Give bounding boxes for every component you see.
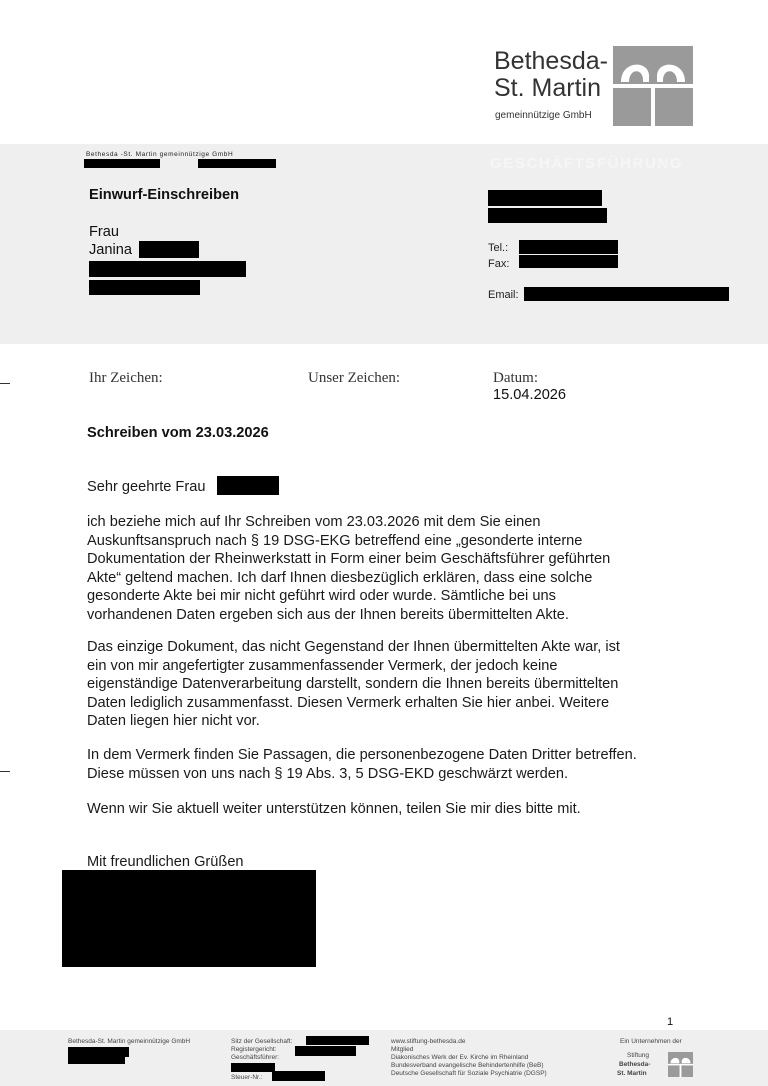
page-number: 1 bbox=[667, 1016, 674, 1028]
letter-subject: Schreiben vom 23.03.2026 bbox=[87, 425, 269, 441]
footer-stiftung-line2: Bethesda- bbox=[619, 1061, 651, 1068]
footer-member-3: Deutsche Gesellschaft für Soziale Psychiatrie (DGSP) bbox=[391, 1070, 547, 1077]
delivery-type: Einwurf-Einschreiben bbox=[89, 187, 240, 203]
redaction bbox=[272, 1071, 325, 1081]
footer-gf: Geschäftsführer: bbox=[231, 1054, 280, 1061]
redaction bbox=[89, 261, 246, 277]
letter-paragraph-3: In dem Vermerk finden Sie Passagen, die personenbezogene Daten Dritter betreffen. Diese müssen von uns nach § 19 Abs. 3, 5 DSG-EKD geschwärzt werden. bbox=[87, 747, 637, 782]
sender-return-line: Bethesda -St. Martin gemeinnützige GmbH bbox=[86, 151, 234, 158]
footer-register: Registergericht: bbox=[231, 1046, 277, 1053]
ihr-zeichen-label: Ihr Zeichen: bbox=[89, 370, 163, 386]
letter-paragraph-4: Wenn wir Sie aktuell weiter unterstützen können, teilen Sie mir dies bitte mit. bbox=[87, 801, 581, 817]
signature-redaction bbox=[62, 870, 316, 967]
bethesda-logo-icon bbox=[613, 46, 693, 126]
unser-zeichen-label: Unser Zeichen: bbox=[308, 370, 401, 386]
redaction bbox=[198, 159, 276, 168]
footer-member-1: Diakonisches Werk der Ev. Kirche im Rheinland bbox=[391, 1054, 529, 1061]
fold-mark bbox=[0, 383, 10, 384]
email-label: Email: bbox=[488, 289, 519, 301]
redaction bbox=[488, 190, 602, 206]
letter-paragraph-1: ich beziehe mich auf Ihr Schreiben vom 23.03.2026 mit dem Sie einen Auskunftsanspruch nach § 19 DSG-EKG betreffend eine „gesonderte interne Dokumentation der Rheinwerkstatt in Form einer beim Geschäftsführer geführten Akte“ geltend machen. Ich darf Ihnen diesbezüglich erklären, dass eine solche gesonderte Akte bei mir nicht geführt wird oder wurde. Sämtliche bei uns vorhandenen Daten ergeben sich aus der Ihnen bereits übermittelten Akte. bbox=[87, 514, 611, 623]
fax-label: Fax: bbox=[488, 258, 510, 270]
recipient-salutation: Frau bbox=[89, 224, 120, 240]
recipient-first-name: Janina bbox=[89, 242, 133, 258]
redaction bbox=[84, 159, 160, 168]
department-watermark: GESCHÄFTSFÜHRUNG bbox=[490, 155, 684, 172]
footer-logo-icon bbox=[668, 1052, 693, 1077]
org-name-line2: St. Martin bbox=[494, 74, 601, 102]
tel-label: Tel.: bbox=[488, 242, 509, 254]
org-subtitle: gemeinnützige GmbH bbox=[495, 110, 592, 121]
footer-company: Bethesda-St. Martin gemeinnützige GmbH bbox=[68, 1038, 191, 1045]
letter-greeting: Sehr geehrte Frau bbox=[87, 479, 206, 495]
redaction bbox=[89, 280, 200, 295]
redaction bbox=[68, 1057, 125, 1064]
datum-label: Datum: bbox=[493, 370, 538, 386]
letter-closing: Mit freundlichen Grüßen bbox=[87, 854, 244, 870]
redaction bbox=[519, 255, 618, 268]
footer-steuer: Steuer-Nr.: bbox=[231, 1074, 263, 1081]
redaction bbox=[519, 240, 618, 254]
redaction bbox=[231, 1063, 275, 1072]
footer-sitz: Sitz der Gesellschaft: bbox=[231, 1038, 293, 1045]
redaction bbox=[295, 1046, 356, 1056]
redaction bbox=[306, 1036, 369, 1045]
datum-value: 15.04.2026 bbox=[493, 387, 567, 403]
redaction bbox=[68, 1047, 129, 1057]
redaction bbox=[139, 241, 199, 258]
redaction bbox=[217, 476, 279, 495]
footer-stiftung-line3: St. Martin bbox=[617, 1070, 647, 1077]
redaction bbox=[524, 287, 729, 301]
letter-paragraph-2: Das einzige Dokument, das nicht Gegenstand der Ihnen übermittelten Akte war, ist ein von mir angefertigter zusammenfassender Vermerk, der jedoch keine eigenständige Datenverarbeitung darstellt, sondern die Ihnen bereits übermittelten Daten lediglich zusammenfasst. Diesen Vermerk erhalten Sie hier anbei. Weitere Daten liegen hier nicht vor. bbox=[87, 639, 620, 730]
fold-mark bbox=[0, 771, 10, 772]
footer-website: www.stiftung-bethesda.de bbox=[391, 1038, 466, 1045]
footer-unternehmen: Ein Unternehmen der bbox=[620, 1038, 682, 1045]
footer-stiftung-line1: Stiftung bbox=[627, 1052, 650, 1059]
redaction bbox=[488, 208, 607, 223]
footer-mitglied: Mitglied bbox=[391, 1046, 414, 1053]
org-name-line1: Bethesda- bbox=[494, 47, 608, 75]
footer-member-2: Bundesverband evangelische Behindertenhilfe (BeB) bbox=[391, 1062, 544, 1069]
